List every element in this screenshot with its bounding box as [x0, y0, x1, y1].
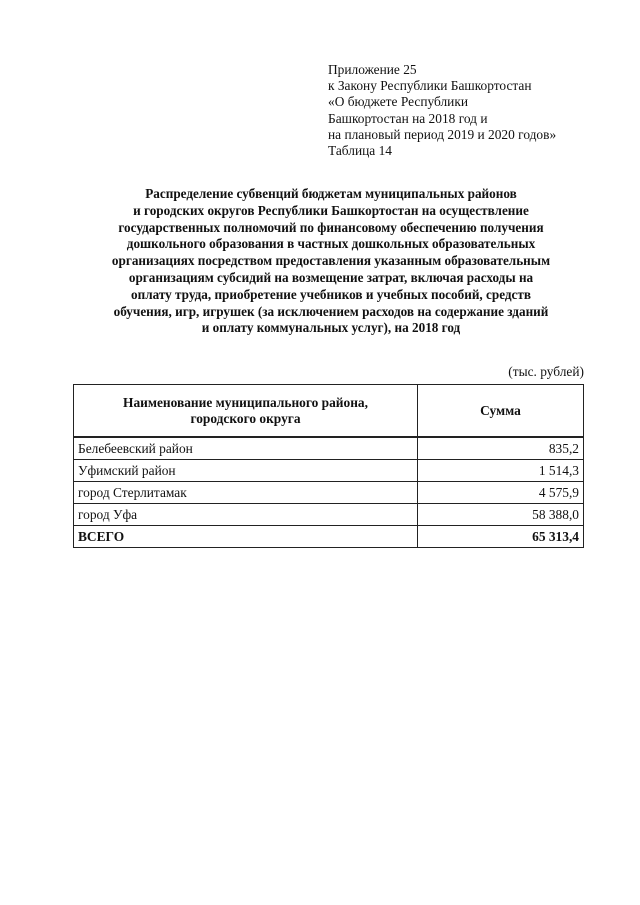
- appendix-line: на плановый период 2019 и 2020 годов»: [328, 126, 557, 142]
- table-row: [74, 460, 584, 482]
- row-sum: 1 514,3: [418, 460, 584, 482]
- title-line: и городских округов Республики Башкортостан на осуществление: [133, 202, 529, 218]
- table-row: [74, 504, 584, 526]
- total-row: [74, 526, 584, 548]
- appendix-line: «О бюджете Республики: [328, 94, 468, 110]
- row-name: город Уфа: [74, 504, 418, 526]
- table-row: [74, 437, 584, 460]
- row-sum: 835,2: [418, 437, 584, 460]
- subvention-table: [73, 384, 584, 548]
- appendix-line: к Закону Республики Башкортостан: [328, 78, 532, 94]
- document-title: [66, 186, 596, 337]
- header-name-line: Наименование муниципального района,: [123, 394, 368, 410]
- appendix-reference: [328, 62, 628, 159]
- title-line: государственных полномочий по финансовому обеспечению получения: [118, 219, 544, 235]
- table-number: Таблица 14: [328, 143, 392, 159]
- title-line: Распределение субвенций бюджетам муниципальных районов: [145, 186, 517, 201]
- total-sum: 65 313,4: [418, 526, 584, 548]
- header-sum: Сумма: [418, 385, 584, 438]
- title-line: и оплату коммунальных услуг), на 2018 год: [201, 320, 461, 336]
- header-name-line: городского округа: [190, 410, 301, 426]
- units-label: (тыс. рублей): [508, 364, 584, 379]
- row-name: город Стерлитамак: [74, 482, 418, 504]
- row-name: Белебеевский район: [74, 437, 418, 460]
- row-sum: 58 388,0: [418, 504, 584, 526]
- table-header-row: [74, 385, 584, 438]
- title-line: обучения, игр, игрушек (за исключением расходов на содержание зданий: [113, 303, 549, 319]
- title-line: организациях посредством предоставления указанным образовательным: [111, 253, 551, 269]
- row-sum: 4 575,9: [418, 482, 584, 504]
- appendix-line: Башкортостан на 2018 год и: [328, 110, 488, 126]
- title-line: оплату труда, приобретение учебников и учебных пособий, средств: [131, 286, 531, 302]
- title-line: дошкольного образования в частных дошкольных образовательных: [126, 236, 536, 252]
- title-line: организациям субсидий на возмещение затрат, включая расходы на: [128, 269, 534, 285]
- header-name: [74, 385, 418, 438]
- table-row: [74, 482, 584, 504]
- row-name: Уфимский район: [74, 460, 418, 482]
- total-label: ВСЕГО: [74, 526, 418, 548]
- appendix-line: Приложение 25: [328, 62, 417, 77]
